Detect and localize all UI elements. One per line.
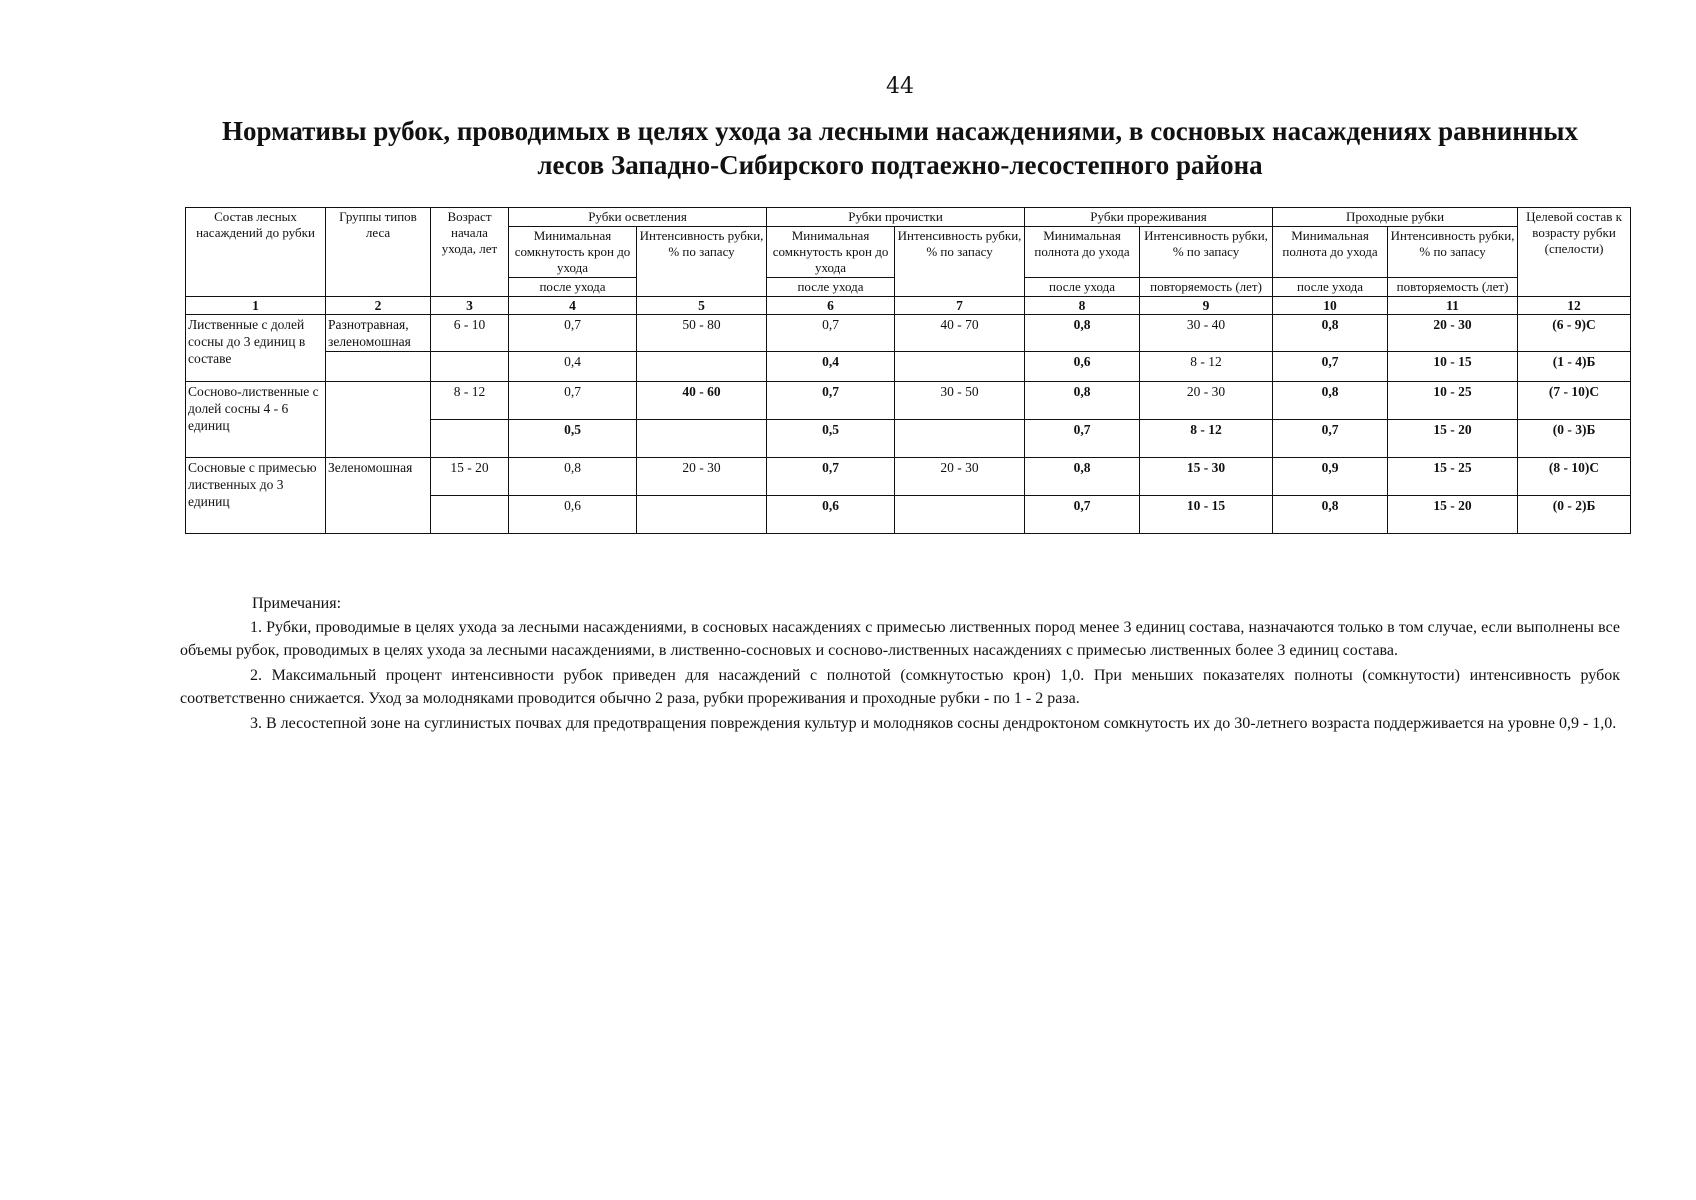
data-cell: 8 - 12: [1140, 420, 1273, 458]
data-cell: (1 - 4)Б: [1518, 352, 1631, 382]
header-intensity-4: Интенсивность рубки, % по запасу: [1388, 227, 1518, 278]
data-cell: 20 - 30: [1140, 382, 1273, 420]
data-cell: 0,5: [509, 420, 637, 458]
data-cell: 0,7: [767, 458, 895, 496]
data-cell: 0,8: [1025, 315, 1140, 352]
index-cell: 3: [431, 297, 509, 315]
data-cell: [895, 352, 1025, 382]
data-cell: (6 - 9)С: [1518, 315, 1631, 352]
index-cell: 7: [895, 297, 1025, 315]
header-repeat-1: повторяемость (лет): [1140, 278, 1273, 297]
table-row: [186, 352, 1631, 382]
data-cell: 0,8: [1025, 458, 1140, 496]
header-composition: Состав лесных насаждений до рубки: [186, 208, 326, 297]
data-cell: 0,4: [509, 352, 637, 382]
table-row: [186, 315, 1631, 352]
notes-section: [180, 592, 1620, 737]
forest-type-cell: Зеленомошная: [326, 458, 431, 534]
title-line-2: лесов Западно-Сибирского подтаежно-лесостепного района: [537, 150, 1263, 180]
header-min-closure-1: Минимальная сомкнутость крон до ухода: [509, 227, 637, 278]
index-cell: 11: [1388, 297, 1518, 315]
composition-cell: Сосновые с примесью лиственных до 3 единиц: [186, 458, 326, 534]
header-intensity-1: Интенсивность рубки, % по запасу: [637, 227, 767, 297]
data-cell: 15 - 30: [1140, 458, 1273, 496]
data-cell: (0 - 2)Б: [1518, 496, 1631, 534]
composition-cell: Сосново-лиственные с долей сосны 4 - 6 единиц: [186, 382, 326, 458]
header-min-closure-2: Минимальная сомкнутость крон до ухода: [767, 227, 895, 278]
header-group-prorezhivanie: Рубки прореживания: [1025, 208, 1273, 227]
data-cell: 20 - 30: [1388, 315, 1518, 352]
data-cell: 10 - 25: [1388, 382, 1518, 420]
header-after-care-4: после ухода: [1273, 278, 1388, 297]
header-group-prohodnye: Проходные рубки: [1273, 208, 1518, 227]
table-row: [186, 382, 1631, 420]
forest-type-cell: [326, 382, 431, 458]
header-group-prochistka: Рубки прочистки: [767, 208, 1025, 227]
column-index-row: [186, 297, 1631, 315]
header-after-care-3: после ухода: [1025, 278, 1140, 297]
data-cell: 0,8: [1025, 382, 1140, 420]
data-cell: 10 - 15: [1388, 352, 1518, 382]
header-after-care-1: после ухода: [509, 278, 637, 297]
header-after-care-2: после ухода: [767, 278, 895, 297]
data-cell: 0,8: [509, 458, 637, 496]
index-cell: 12: [1518, 297, 1631, 315]
data-cell: 0,7: [1273, 420, 1388, 458]
note-item: 1. Рубки, проводимые в целях ухода за лесными насаждениями, в сосновых насаждениях с примесью лиственных пород менее 3 единиц состава, назначаются только в том случае, если выполнены все объемы рубок, проводимых в целях ухода за лесными насаждениями, в лиственно-сосновых и сосново-лиственных насаждениях с примесью лиственных более 3 единиц состава.: [180, 619, 1620, 659]
data-cell: 8 - 12: [1140, 352, 1273, 382]
index-cell: 5: [637, 297, 767, 315]
header-min-density-2: Минимальная полнота до ухода: [1273, 227, 1388, 278]
norms-table: [185, 207, 1631, 534]
header-intensity-2: Интенсивность рубки, % по запасу: [895, 227, 1025, 297]
data-cell: 15 - 25: [1388, 458, 1518, 496]
header-target-composition: Целевой состав к возрасту рубки (спелости): [1518, 208, 1631, 297]
data-cell: 50 - 80: [637, 315, 767, 352]
data-cell: 0,6: [767, 496, 895, 534]
data-cell: 0,7: [767, 315, 895, 352]
forest-type-cell-empty: [326, 352, 431, 382]
header-forest-type: Группы типов леса: [326, 208, 431, 297]
data-cell: 0,5: [767, 420, 895, 458]
data-cell: [431, 496, 509, 534]
data-cell: 0,8: [1273, 315, 1388, 352]
index-cell: 10: [1273, 297, 1388, 315]
data-cell: 0,7: [1025, 420, 1140, 458]
data-cell: (0 - 3)Б: [1518, 420, 1631, 458]
data-cell: 20 - 30: [637, 458, 767, 496]
data-cell: 0,9: [1273, 458, 1388, 496]
data-cell: 0,7: [1025, 496, 1140, 534]
header-start-age: Возраст начала ухода, лет: [431, 208, 509, 297]
page-number: 44: [886, 74, 914, 99]
index-cell: 1: [186, 297, 326, 315]
forest-type-cell: Разнотравная, зеленомошная: [326, 315, 431, 352]
data-cell: [895, 496, 1025, 534]
index-cell: 6: [767, 297, 895, 315]
data-cell: 20 - 30: [895, 458, 1025, 496]
index-cell: 4: [509, 297, 637, 315]
title-line-1: Нормативы рубок, проводимых в целях ухода за лесными насаждениями, в сосновых насаждениях равнинных: [222, 116, 1578, 146]
notes-heading: Примечания:: [252, 595, 342, 612]
table-row: [186, 458, 1631, 496]
data-cell: 10 - 15: [1140, 496, 1273, 534]
composition-cell: Лиственные с долей сосны до 3 единиц в составе: [186, 315, 326, 382]
data-cell: 0,7: [509, 315, 637, 352]
note-item: 2. Максимальный процент интенсивности рубок приведен для насаждений с полнотой (сомкнутостью крон) 1,0. При меньших показателях полноты (сомкнутости) интенсивность рубок соответственно снижается. Уход за молодняками проводится обычно 2 раза, рубки прореживания и проходные рубки - по 1 - 2 раза.: [180, 667, 1620, 707]
data-cell: 0,6: [1025, 352, 1140, 382]
data-cell: [637, 352, 767, 382]
data-cell: [637, 496, 767, 534]
index-cell: 8: [1025, 297, 1140, 315]
data-cell: [431, 352, 509, 382]
header-intensity-3: Интенсивность рубки, % по запасу: [1140, 227, 1273, 278]
data-cell: 6 - 10: [431, 315, 509, 352]
page-title: [150, 114, 1650, 182]
data-cell: 15 - 20: [1388, 496, 1518, 534]
data-cell: 0,8: [1273, 496, 1388, 534]
data-cell: 40 - 70: [895, 315, 1025, 352]
data-cell: (7 - 10)С: [1518, 382, 1631, 420]
data-cell: 0,7: [767, 382, 895, 420]
index-cell: 9: [1140, 297, 1273, 315]
data-cell: 0,6: [509, 496, 637, 534]
data-cell: 15 - 20: [431, 458, 509, 496]
data-cell: [637, 420, 767, 458]
data-cell: 40 - 60: [637, 382, 767, 420]
header-row-1: [186, 208, 1631, 227]
data-cell: 0,7: [509, 382, 637, 420]
data-cell: 30 - 50: [895, 382, 1025, 420]
data-cell: 30 - 40: [1140, 315, 1273, 352]
data-cell: (8 - 10)С: [1518, 458, 1631, 496]
data-cell: 15 - 20: [1388, 420, 1518, 458]
header-group-osvetlenie: Рубки осветления: [509, 208, 767, 227]
data-cell: [431, 420, 509, 458]
data-cell: 0,7: [1273, 352, 1388, 382]
data-cell: 8 - 12: [431, 382, 509, 420]
data-cell: [895, 420, 1025, 458]
data-cell: 0,4: [767, 352, 895, 382]
header-min-density-1: Минимальная полнота до ухода: [1025, 227, 1140, 278]
note-item: 3. В лесостепной зоне на суглинистых почвах для предотвращения повреждения культур и молодняков сосны дендроктоном сомкнутость их до 30-летнего возраста поддерживается на уровне 0,9 - 1,0.: [250, 715, 1617, 732]
data-cell: 0,8: [1273, 382, 1388, 420]
index-cell: 2: [326, 297, 431, 315]
header-repeat-2: повторяемость (лет): [1388, 278, 1518, 297]
